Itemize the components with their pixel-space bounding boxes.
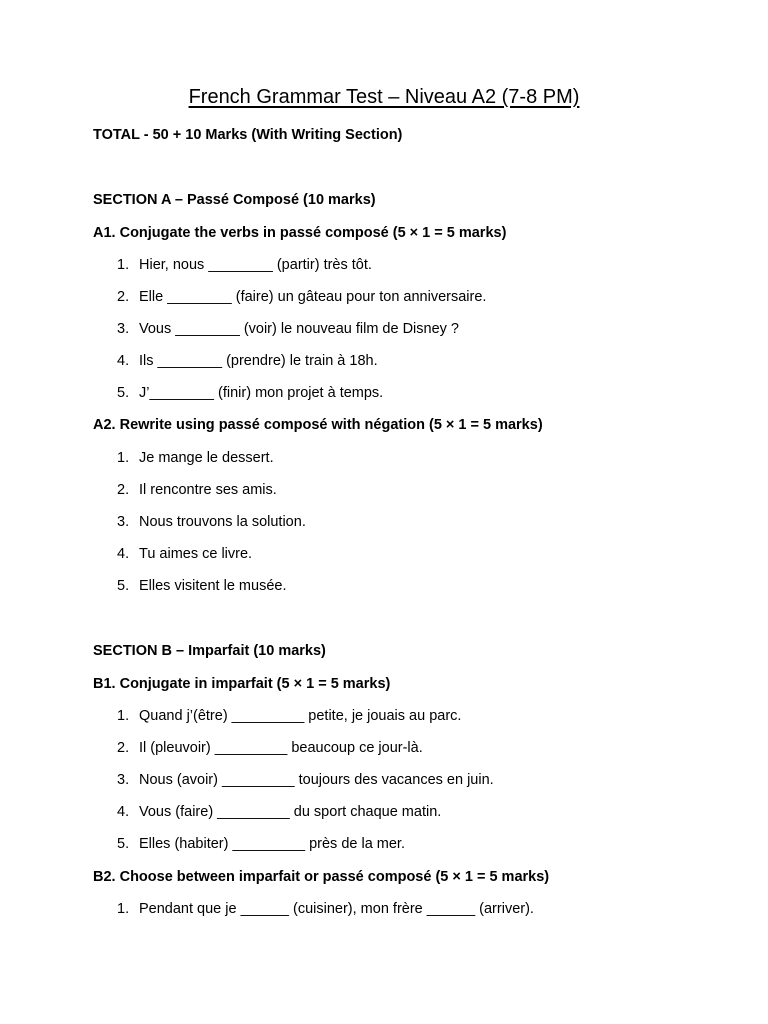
section-b-heading: SECTION B – Imparfait (10 marks) bbox=[93, 643, 326, 659]
list-item: 3. Nous (avoir) _________ toujours des vacances en juin. bbox=[117, 772, 494, 788]
list-item: 4. Ils ________ (prendre) le train à 18h. bbox=[117, 353, 378, 369]
list-item: 5. J’________ (finir) mon projet à temps. bbox=[117, 385, 384, 401]
page-title: French Grammar Test – Niveau A2 (7-8 PM) bbox=[188, 86, 580, 108]
list-item: 1. Je mange le dessert. bbox=[117, 450, 274, 466]
list-item: 5. Elles visitent le musée. bbox=[117, 578, 287, 594]
list-item: 3. Nous trouvons la solution. bbox=[117, 514, 306, 530]
list-item: 1. Pendant que je ______ (cuisiner), mon frère ______ (arriver). bbox=[117, 901, 534, 917]
list-item: 1. Quand j’(être) _________ petite, je jouais au parc. bbox=[117, 708, 462, 724]
list-item: 2. Elle ________ (faire) un gâteau pour ton anniversaire. bbox=[117, 289, 487, 305]
list-item: 1. Hier, nous ________ (partir) très tôt. bbox=[117, 257, 372, 273]
b2-heading: B2. Choose between imparfait or passé composé (5 × 1 = 5 marks) bbox=[93, 869, 550, 885]
list-item: 2. Il (pleuvoir) _________ beaucoup ce jour-là. bbox=[117, 740, 423, 756]
list-item: 3. Vous ________ (voir) le nouveau film de Disney ? bbox=[117, 321, 459, 337]
a1-heading: A1. Conjugate the verbs in passé composé (5 × 1 = 5 marks) bbox=[93, 225, 507, 241]
section-a-heading: SECTION A – Passé Composé (10 marks) bbox=[93, 192, 376, 208]
list-item: 5. Elles (habiter) _________ près de la mer. bbox=[117, 836, 405, 852]
b1-heading: B1. Conjugate in imparfait (5 × 1 = 5 marks) bbox=[93, 676, 391, 692]
list-item: 2. Il rencontre ses amis. bbox=[117, 482, 277, 498]
a2-heading: A2. Rewrite using passé composé with négation (5 × 1 = 5 marks) bbox=[93, 417, 543, 433]
list-item: 4. Vous (faire) _________ du sport chaque matin. bbox=[117, 804, 442, 820]
list-item: 4. Tu aimes ce livre. bbox=[117, 546, 253, 562]
total-marks: TOTAL - 50 + 10 Marks (With Writing Section) bbox=[93, 127, 403, 143]
